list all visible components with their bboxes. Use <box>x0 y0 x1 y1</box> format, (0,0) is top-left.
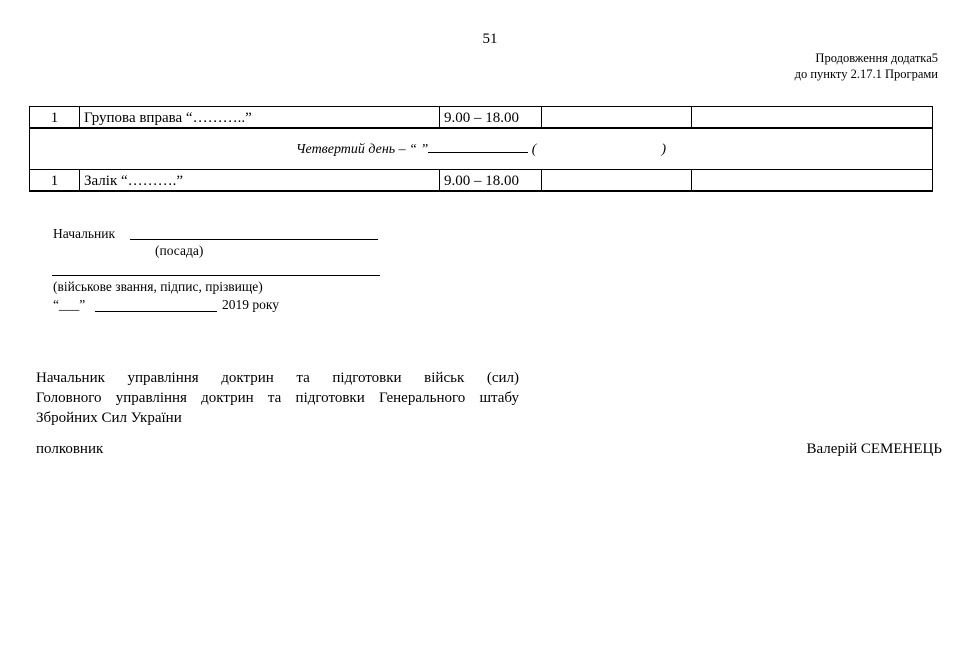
chief-label: Начальник <box>53 226 116 241</box>
official-position-line3: Збройних Сил України <box>36 410 182 426</box>
empty-cell <box>542 107 692 129</box>
day-header <box>30 128 933 170</box>
empty-cell <box>692 170 933 192</box>
date-blank-line <box>428 139 528 153</box>
row-number: 1 <box>30 107 80 129</box>
empty-cell <box>542 170 692 192</box>
annex-continuation-label: Продовження додатка5 <box>815 51 938 65</box>
official-rank: полковник <box>36 441 104 457</box>
position-caption: (посада) <box>155 243 204 258</box>
exercise-time: 9.00 – 18.00 <box>440 170 542 192</box>
official-name: Валерій СЕМЕНЕЦЬ <box>806 441 942 457</box>
rank-signature-line <box>52 275 380 276</box>
table-row <box>30 170 933 192</box>
official-position-line2: Головного управління доктрин та підготовки Генерального штабу <box>36 390 519 406</box>
day-header-row <box>30 128 933 170</box>
official-position-line1: Начальник управління доктрин та підготовки військ (сил) <box>36 370 519 386</box>
exercise-name: Залік “……….” <box>80 170 440 192</box>
day-header-label: Четвертий день – “ ” <box>295 142 429 157</box>
day-open-paren: ( <box>531 142 537 157</box>
annex-reference-label: до пункту 2.17.1 Програми <box>794 67 938 81</box>
exercise-name: Групова вправа “………..” <box>80 107 440 129</box>
exercise-time: 9.00 – 18.00 <box>440 107 542 129</box>
date-year-label: 2019 року <box>222 297 279 312</box>
page-number: 51 <box>482 31 498 47</box>
rank-caption: (військове звання, підпис, прізвище) <box>53 279 263 294</box>
position-signature-line <box>130 239 378 240</box>
table-row <box>30 107 933 129</box>
date-day-blank: “___” <box>53 297 86 312</box>
empty-cell <box>692 107 933 129</box>
day-close-paren: ) <box>661 142 667 157</box>
date-month-blank-line <box>95 311 217 312</box>
schedule-table <box>29 106 933 192</box>
row-number: 1 <box>30 170 80 192</box>
